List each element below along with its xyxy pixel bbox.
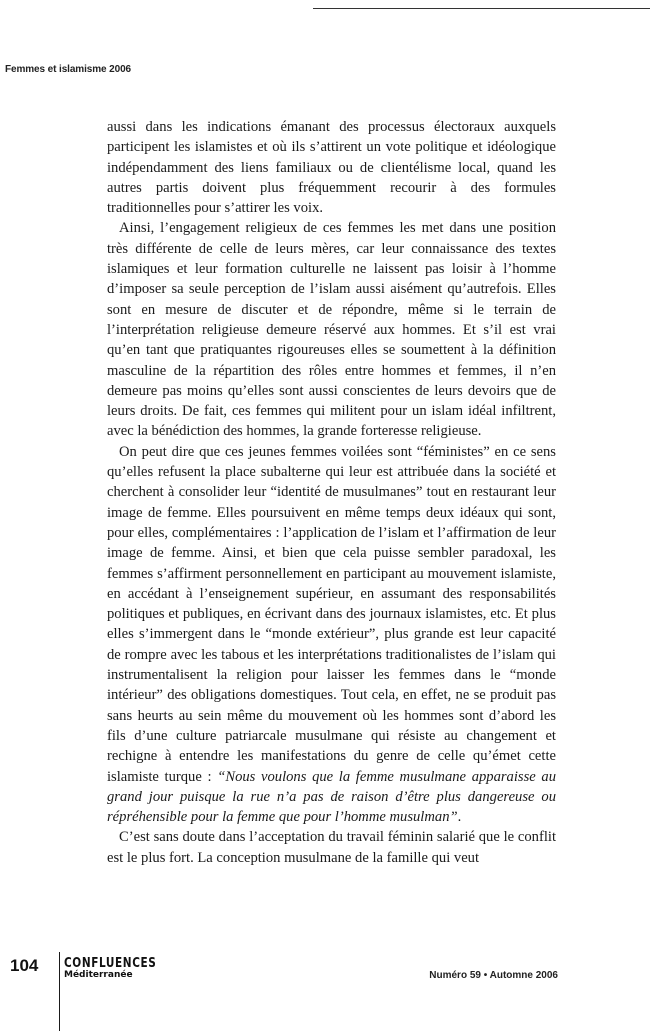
quotation: “Nous voulons que la femme musulmane apparaisse au grand jour puisque la rue n’a pas de raison d’être plus dangereuse ou répréhensible pour la femme que pour l’homme musulman” bbox=[107, 768, 557, 826]
running-title: Femmes et islamisme 2006 bbox=[5, 64, 132, 75]
logo-title: CONFLUENCES bbox=[64, 955, 157, 971]
paragraph-3-text: On peut dire que ces jeunes femmes voilées sont “féministes” en ce sens qu’elles refusent la place subalterne qui leur est attribuée dans la société et cherchent à consolider leur “identité de musulmanes” tout en restaurant leur image de femme. Elles poursuivent en même temps deux idéaux qui sont, pour elles, complémentaires : l’application de l’islam et l’affirmation de leur image de femme. Ainsi, et bien que cela puisse sembler paradoxal, les femmes s’affirment personnellement en participant au mouvement islamiste, en accédant à l’enseignement supérieur, en assumant des responsabilités politiques et publiques, en écrivant dans des journaux islamistes, etc. Et plus elles s’immergent dans le “monde extérieur”, plus grande est leur capacité de rompre avec les tabous et les interprétations traditionalistes de l’islam qui instrumentalisent la religion pour laisser les femmes dans le “monde intérieur” des obligations domestiques. Tout cela, en effet, ne se produit pas sans heurts au sein même du mouvement où les hommes sont d’abord les fils d’une culture patriarcale musulmane qui résiste au changement et rechigne à entendre les manifestations du genre de celle qu’émet cette islamiste turque : bbox=[107, 443, 556, 785]
article-body bbox=[107, 117, 556, 868]
logo-subtitle: Méditerranée bbox=[64, 970, 133, 980]
paragraph-2: Ainsi, l’engagement religieux de ces femmes les met dans une position très différente de celle de leurs mères, car leur connaissance des textes islamiques et leur formation culturelle ne laissent pas loisir à l’homme d’imposer sa seule perception de l’islam aussi aisément qu’autrefois. Elles sont en mesure de discuter et de répondre, même si le terrain de l’interprétation religieuse demeure réservé aux hommes. Et s’il est vrai qu’en tant que pratiquantes rigoureuses elles se soumettent à la définition masculine de la répartition des rôles entre hommes et femmes, il n’en demeure pas moins qu’elles sont aussi conscientes de leurs devoirs que de leurs droits. De fait, ces femmes qui militent pour un islam idéal infiltrent, avec la bénédiction des hommes, la grande forteresse religieuse. bbox=[107, 220, 556, 440]
paragraph-3-end: . bbox=[457, 809, 462, 826]
footer-vertical-rule bbox=[59, 952, 60, 1031]
paragraph-3 bbox=[107, 442, 556, 828]
page-number: 104 bbox=[10, 956, 39, 975]
top-rule bbox=[313, 8, 650, 9]
journal-logo bbox=[64, 957, 156, 980]
paragraph-1: aussi dans les indications émanant des processus électoraux auxquels participent les islamistes et où ils s’attirent un vote politique et idéologique indépendamment des liens familiaux ou de clientélisme local, quand les autres partis doivent plus fréquemment recourir à des formules traditionnelles pour s’attirer les voix. bbox=[107, 119, 556, 217]
issue-info: Numéro 59 • Automne 2006 bbox=[429, 970, 558, 981]
paragraph-4: C’est sans doute dans l’acceptation du travail féminin salarié que le conflit est le plus fort. La conception musulmane de la famille qui veut bbox=[107, 829, 556, 866]
